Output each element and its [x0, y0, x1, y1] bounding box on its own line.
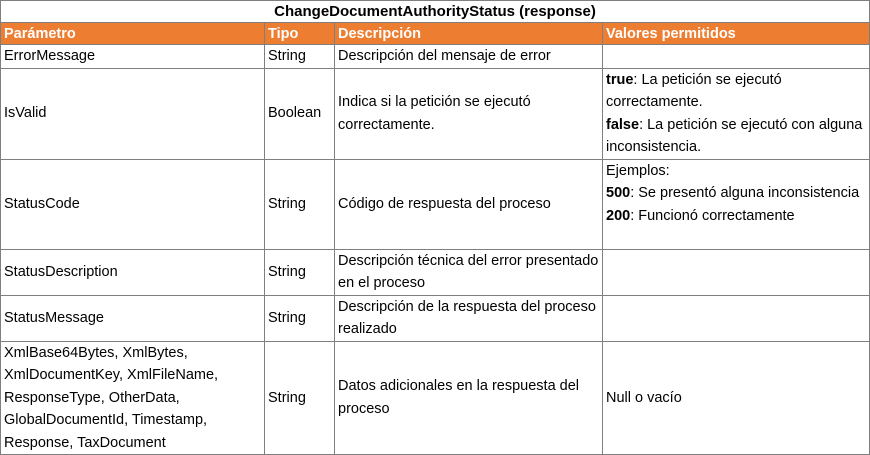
header-row — [1, 23, 870, 45]
value-key: 200 — [606, 207, 631, 224]
param-cell: StatusDescription — [1, 249, 265, 295]
description-cell: Descripción técnica del error presentado en el proceso — [335, 249, 603, 295]
type-cell: String — [265, 45, 335, 69]
header-values: Valores permitidos — [603, 23, 870, 45]
param-cell: StatusCode — [1, 159, 265, 249]
values-cell — [603, 249, 870, 295]
type-cell: String — [265, 249, 335, 295]
type-cell: String — [265, 159, 335, 249]
table-row — [1, 295, 870, 341]
type-cell: String — [265, 295, 335, 341]
type-cell: String — [265, 341, 335, 455]
description-cell: Indica si la petición se ejecutó correctamente. — [335, 68, 603, 159]
value-500 — [606, 182, 866, 205]
values-cell — [603, 68, 870, 159]
values-cell — [603, 295, 870, 341]
value-key: true — [606, 71, 634, 88]
value-true — [606, 69, 866, 114]
header-param: Parámetro — [1, 23, 265, 45]
param-cell: IsValid — [1, 68, 265, 159]
description-cell: Descripción de la respuesta del proceso realizado — [335, 295, 603, 341]
table-row — [1, 68, 870, 159]
value-text: : Se presentó alguna inconsistencia — [630, 185, 860, 201]
header-description: Descripción — [335, 23, 603, 45]
values-intro: Ejemplos: — [606, 162, 670, 179]
param-cell: ErrorMessage — [1, 45, 265, 69]
table-row — [1, 249, 870, 295]
value-key: 500 — [606, 185, 631, 201]
table-row — [1, 159, 870, 249]
description-cell: Descripción del mensaje de error — [335, 45, 603, 69]
type-cell: Boolean — [265, 68, 335, 159]
values-cell — [603, 159, 870, 249]
values-cell: Null o vacío — [603, 341, 870, 455]
values-cell — [603, 45, 870, 69]
description-cell: Código de respuesta del proceso — [335, 159, 603, 249]
value-text: : Funcionó correctamente — [630, 207, 795, 224]
description-cell: Datos adicionales en la respuesta del proceso — [335, 341, 603, 455]
value-200 — [606, 205, 866, 228]
param-cell: XmlBase64Bytes, XmlBytes, XmlDocumentKey, XmlFileName, ResponseType, OtherData, GlobalDocumentId, Timestamp, Response, TaxDocument — [1, 341, 265, 455]
value-text: : La petición se ejecutó correctamente. — [606, 71, 782, 110]
table-title: ChangeDocumentAuthorityStatus (response) — [1, 1, 870, 23]
value-key: false — [606, 116, 640, 133]
value-text: : La petición se ejecutó con alguna inconsistencia. — [606, 116, 863, 155]
header-type: Tipo — [265, 23, 335, 45]
table-row — [1, 45, 870, 69]
value-false — [606, 114, 866, 159]
param-cell: StatusMessage — [1, 295, 265, 341]
table-row — [1, 341, 870, 455]
